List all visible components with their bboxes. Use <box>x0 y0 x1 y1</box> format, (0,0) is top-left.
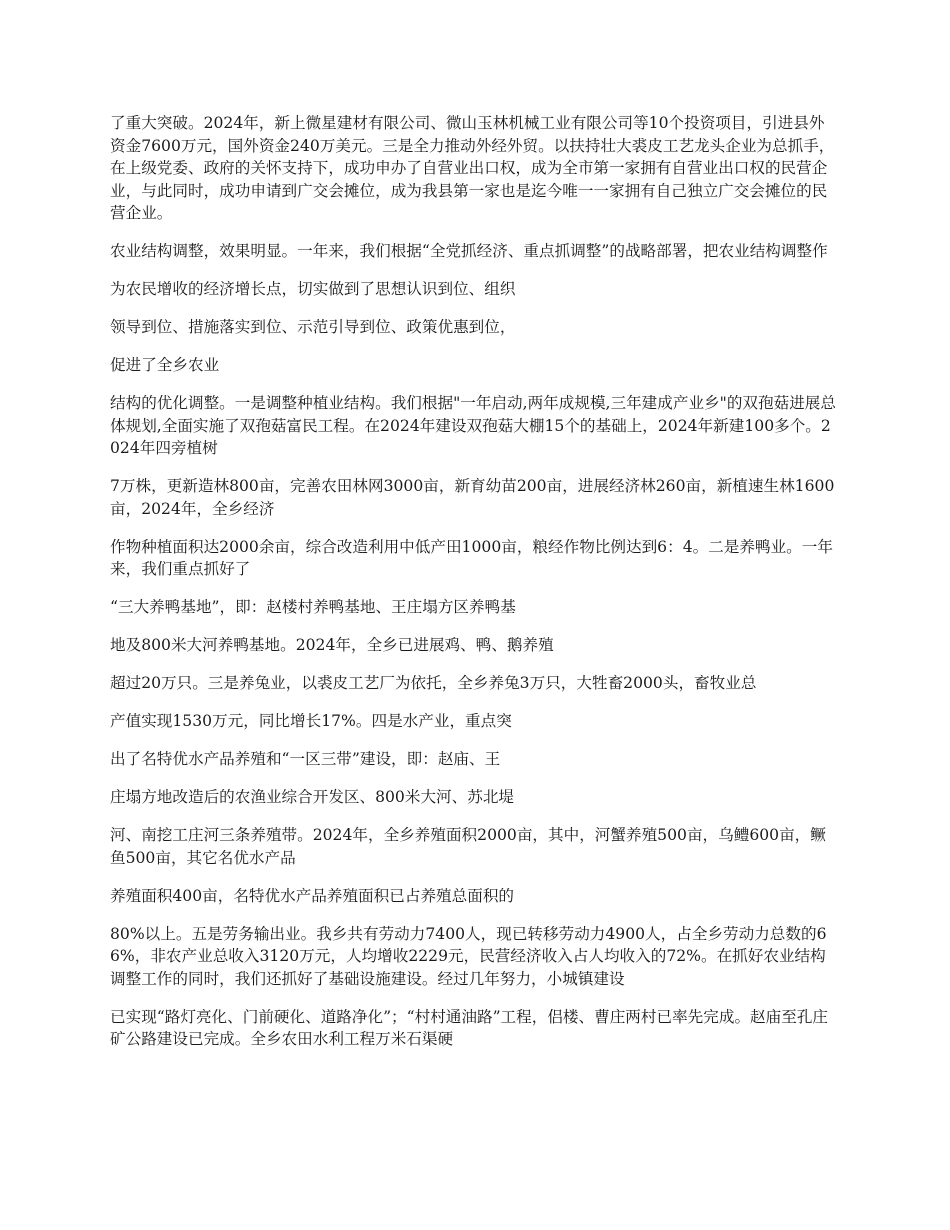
paragraph: 已实现“路灯亮化、门前硬化、道路净化”；“村村通油路”工程，侣楼、曹庄两村已率先完成。赵庙至孔庄矿公路建设已完成。全乡农田水利工程万米石渠硬 <box>110 1007 829 1048</box>
paragraph: 80%以上。五是劳务输出业。我乡共有劳动力7400人，现已转移劳动力4900人，占全乡劳动力总数的66%，非农产业总收入3120万元，人均增收2229元，民营经济收入占人均收入的72%。在抓好农业结构调整工作的同时，我们还抓好了基础设施建设。经过几年努力，小城镇建设 <box>110 924 827 988</box>
paragraph: 作物种植面积达2000余亩，综合改造利用中低产田1000亩，粮经作物比例达到6：4。二是养鸭业。一年来，我们重点抓好了 <box>110 537 833 578</box>
paragraph: 庄塌方地改造后的农渔业综合开发区、800米大河、苏北堤 <box>110 788 515 806</box>
paragraph: 农业结构调整，效果明显。一年来，我们根据“全党抓经济、重点抓调整”的战略部署，把农业结构调整作 <box>110 242 828 260</box>
paragraph: 为农民增收的经济增长点，切实做到了思想认识到位、组织 <box>110 280 516 298</box>
paragraph: 河、南挖工庄河三条养殖带。2024年，全乡养殖面积2000亩，其中，河蟹养殖500亩，乌鳢600亩，鳜鱼500亩，其它名优水产品 <box>110 826 826 867</box>
paragraph: 出了名特优水产品养殖和“一区三带”建设，即：赵庙、王 <box>110 750 501 768</box>
paragraph: 促进了全乡农业 <box>110 356 220 374</box>
paragraph: 结构的优化调整。一是调整种植业结构。我们根据"一年启动,两年成规模,三年建成产业乡"的双孢菇进展总体规划,全面实施了双孢菇富民工程。在2024年建设双孢菇大棚15个的基础上，2024年新建100多个。2024年四旁植树 <box>110 394 836 457</box>
paragraph: 领导到位、措施落实到位、示范引导到位、政策优惠到位， <box>110 318 516 336</box>
paragraph: 养殖面积400亩，名特优水产品养殖面积已占养殖总面积的 <box>110 886 515 905</box>
paragraph: 产值实现1530万元，同比增长17%。四是水产业，重点突 <box>110 712 512 730</box>
paragraph: 超过20万只。三是养兔业，以裘皮工艺厂为依托，全乡养兔3万只，大牲畜2000头，畜牧业总 <box>110 674 757 692</box>
paragraph: 7万株，更新造林800亩，完善农田林网3000亩，新育幼苗200亩，进展经济林260亩，新植速生林1600亩，2024年，全乡经济 <box>110 477 835 518</box>
paragraph: “三大养鸭基地”，即：赵楼村养鸭基地、王庄塌方区养鸭基 <box>110 598 516 616</box>
paragraph: 地及800米大河养鸭基地。2024年，全乡已进展鸡、鸭、鹅养殖 <box>110 636 554 654</box>
paragraph: 了重大突破。2024年，新上微星建材有限公司、微山玉林机械工业有限公司等10个投资项目，引进县外资金7600万元，国外资金240万美元。三是全力推动外经外贸。以扶持壮大裘皮工艺龙头企业为总抓手，在上级党委、政府的关怀支持下，成功申办了自营业出口权，成为全市第一家拥有自营业出口权的民营企业，与此同时，成功申请到广交会摊位，成为我县第一家也是迄今唯一一家拥有自己独立广交会摊位的民营企业。 <box>110 114 835 222</box>
document-body <box>110 112 840 1066</box>
